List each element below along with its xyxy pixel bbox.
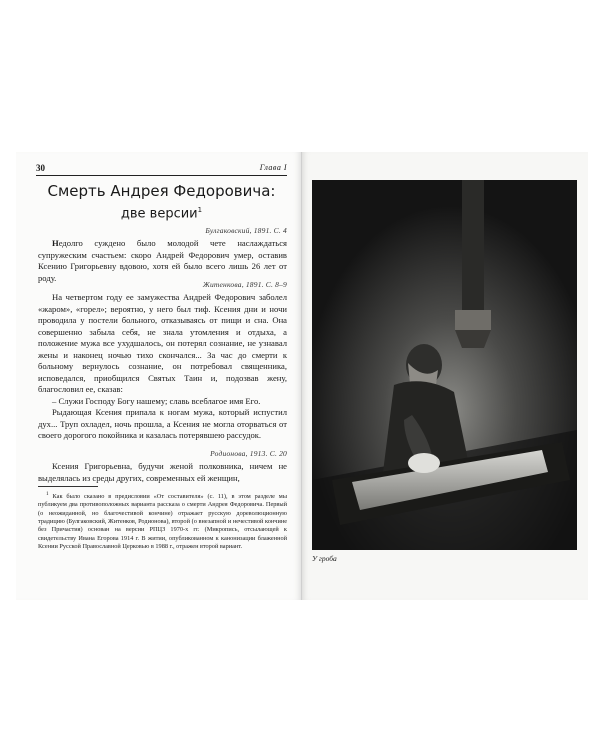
footnote-text: Как было сказано в предисловии «От составителя» (с. 11), в этом разделе мы публикуем два противоположных варианта рассказа о смерти Андрея Федоровича. Первый (о неожиданной, но благочестивой кончине) отражает русскую дореволюционную традицию (Булгаковский, Житенков, Родионова), второй (о внезапной и нечестивой кончине без Причастия) основан на версии РПЦЗ 1970-х гг. (Микропись, отсылающей к свидетельству Ивана Егорова 1914 г. В житии, опубликованном к канонизации блаженной Ксении Русской Православной Церковью в 1988 г., отражен второй вариант. <box>38 493 287 550</box>
paragraph-2: На четвертом году ее замужества Андрей Федорович заболел «жаром», «горел»; вероятно, у него был тиф. Ксения дни и ночи проводила у постели больного, отказываясь от пищи и сна. Она совершенно забыла себя, не знала утомления и отдыха, а положение мужа все ухудшалось, он потерял сознание, не узнавал жены и наконец ночью тихо скончался... За час до смерти к больному вернулось сознание, он потребовал священника, исповедался, приобщился Святых Таин и, подозвав жену, благословил ее, сказав: <box>38 292 287 394</box>
footnote-mark: 1 <box>46 491 49 497</box>
book-spread <box>16 152 588 600</box>
chapter-running-title: Глава I <box>259 163 287 172</box>
title-line-1: Смерть Андрея Федоровича: <box>47 182 276 200</box>
footnote-rule <box>38 486 98 487</box>
running-head <box>36 163 287 176</box>
paragraph-1: Недолго суждено было молодой чете наслаждаться супружеским счастьем: скоро Андрей Федорович умер, оставив Ксению Григорьевну вдовою, хотя ей было всего лишь 26 лет от роду. <box>38 238 287 283</box>
title-line-2: две версии$^1$ <box>120 206 203 222</box>
left-page <box>16 152 302 600</box>
right-page <box>302 152 588 600</box>
source-citation-1: Булгаковский, 1891. С. 4 <box>205 226 287 235</box>
illustration-at-coffin <box>312 180 577 550</box>
illustration-caption: У гроба <box>312 554 337 563</box>
footnote <box>38 490 287 551</box>
source-citation-2: Житенкова, 1891. С. 8–9 <box>202 280 287 289</box>
section-title <box>36 182 287 223</box>
paragraph-4: Рыдающая Ксения припала к ногам мужа, который испустил дух... Труп охладел, ночь прошла, а Ксения не могла оторваться от своего дорогого покойника и казалась потерявшею рассудок. <box>38 407 287 440</box>
source-citation-3: Родионова, 1913. С. 20 <box>210 449 287 458</box>
drop-cap: Н <box>52 238 59 248</box>
paragraph-3: – Служи Господу Богу нашему; славь всеблагое имя Его. <box>52 395 261 406</box>
paragraphs-2-4 <box>38 292 287 442</box>
page-number: 30 <box>36 163 45 173</box>
paragraph-5: Ксения Григорьевна, будучи женой полковника, ничем не выделялась из среды других, современных ей женщин, <box>38 461 287 483</box>
title-footnote-mark: 1 <box>197 206 203 214</box>
